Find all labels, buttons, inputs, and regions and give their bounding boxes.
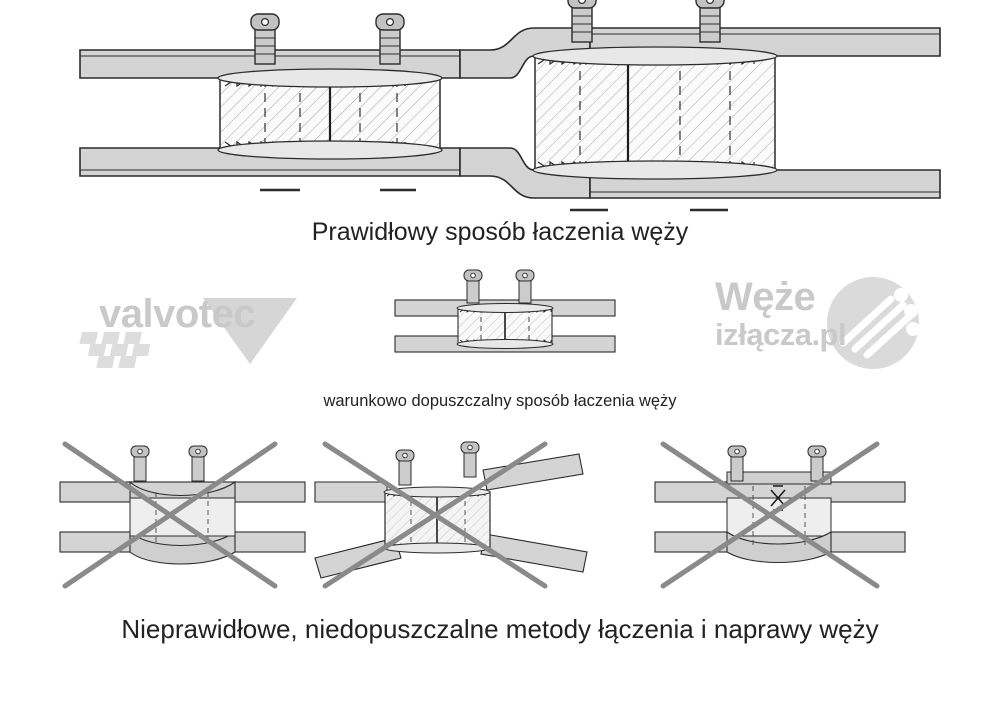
hose-clamp bbox=[568, 0, 596, 42]
weze-logo-line1: Węże bbox=[715, 275, 816, 319]
incorrect-method-2-illustration bbox=[315, 436, 595, 606]
caption-correct-method: Prawidłowy sposób łaczenia węży bbox=[311, 218, 689, 246]
valvotec-logo bbox=[85, 280, 310, 375]
incorrect-method-1-illustration bbox=[60, 436, 305, 606]
correct-hose-joining-illustration bbox=[60, 0, 960, 210]
hose-clamp bbox=[461, 442, 479, 477]
cross-out-mark bbox=[325, 444, 545, 586]
caption-conditional-method: warunkowo dopuszczalny sposób łaczenia węży bbox=[323, 392, 677, 410]
connector-sleeve-right bbox=[533, 47, 777, 179]
hose-clamp bbox=[376, 14, 404, 64]
hose-clamp bbox=[396, 450, 414, 485]
hose-clamp bbox=[131, 446, 149, 481]
weze-logo-line2: izłącza.pl bbox=[715, 317, 847, 352]
weze-izlacza-logo bbox=[715, 275, 930, 375]
incorrect-method-3-illustration bbox=[655, 436, 905, 606]
caption-incorrect-methods: Nieprawidłowe, niedopuszczalne metody łączenia i naprawy węży bbox=[121, 614, 879, 644]
cross-out-mark bbox=[65, 444, 275, 586]
hose-clamp bbox=[464, 270, 482, 303]
hose-clamp bbox=[189, 446, 207, 481]
hose-clamp bbox=[251, 14, 279, 64]
hose-clamp bbox=[696, 0, 724, 42]
valvotec-logo-text: valvotec bbox=[99, 292, 256, 336]
hose-clamp bbox=[808, 446, 826, 481]
connector-sleeve bbox=[457, 304, 553, 349]
cross-out-mark bbox=[663, 444, 877, 586]
connector-sleeve-left bbox=[218, 69, 442, 159]
hose-clamp bbox=[728, 446, 746, 481]
hose-clamp bbox=[516, 270, 534, 303]
conditionally-allowed-joining-illustration bbox=[395, 262, 615, 387]
